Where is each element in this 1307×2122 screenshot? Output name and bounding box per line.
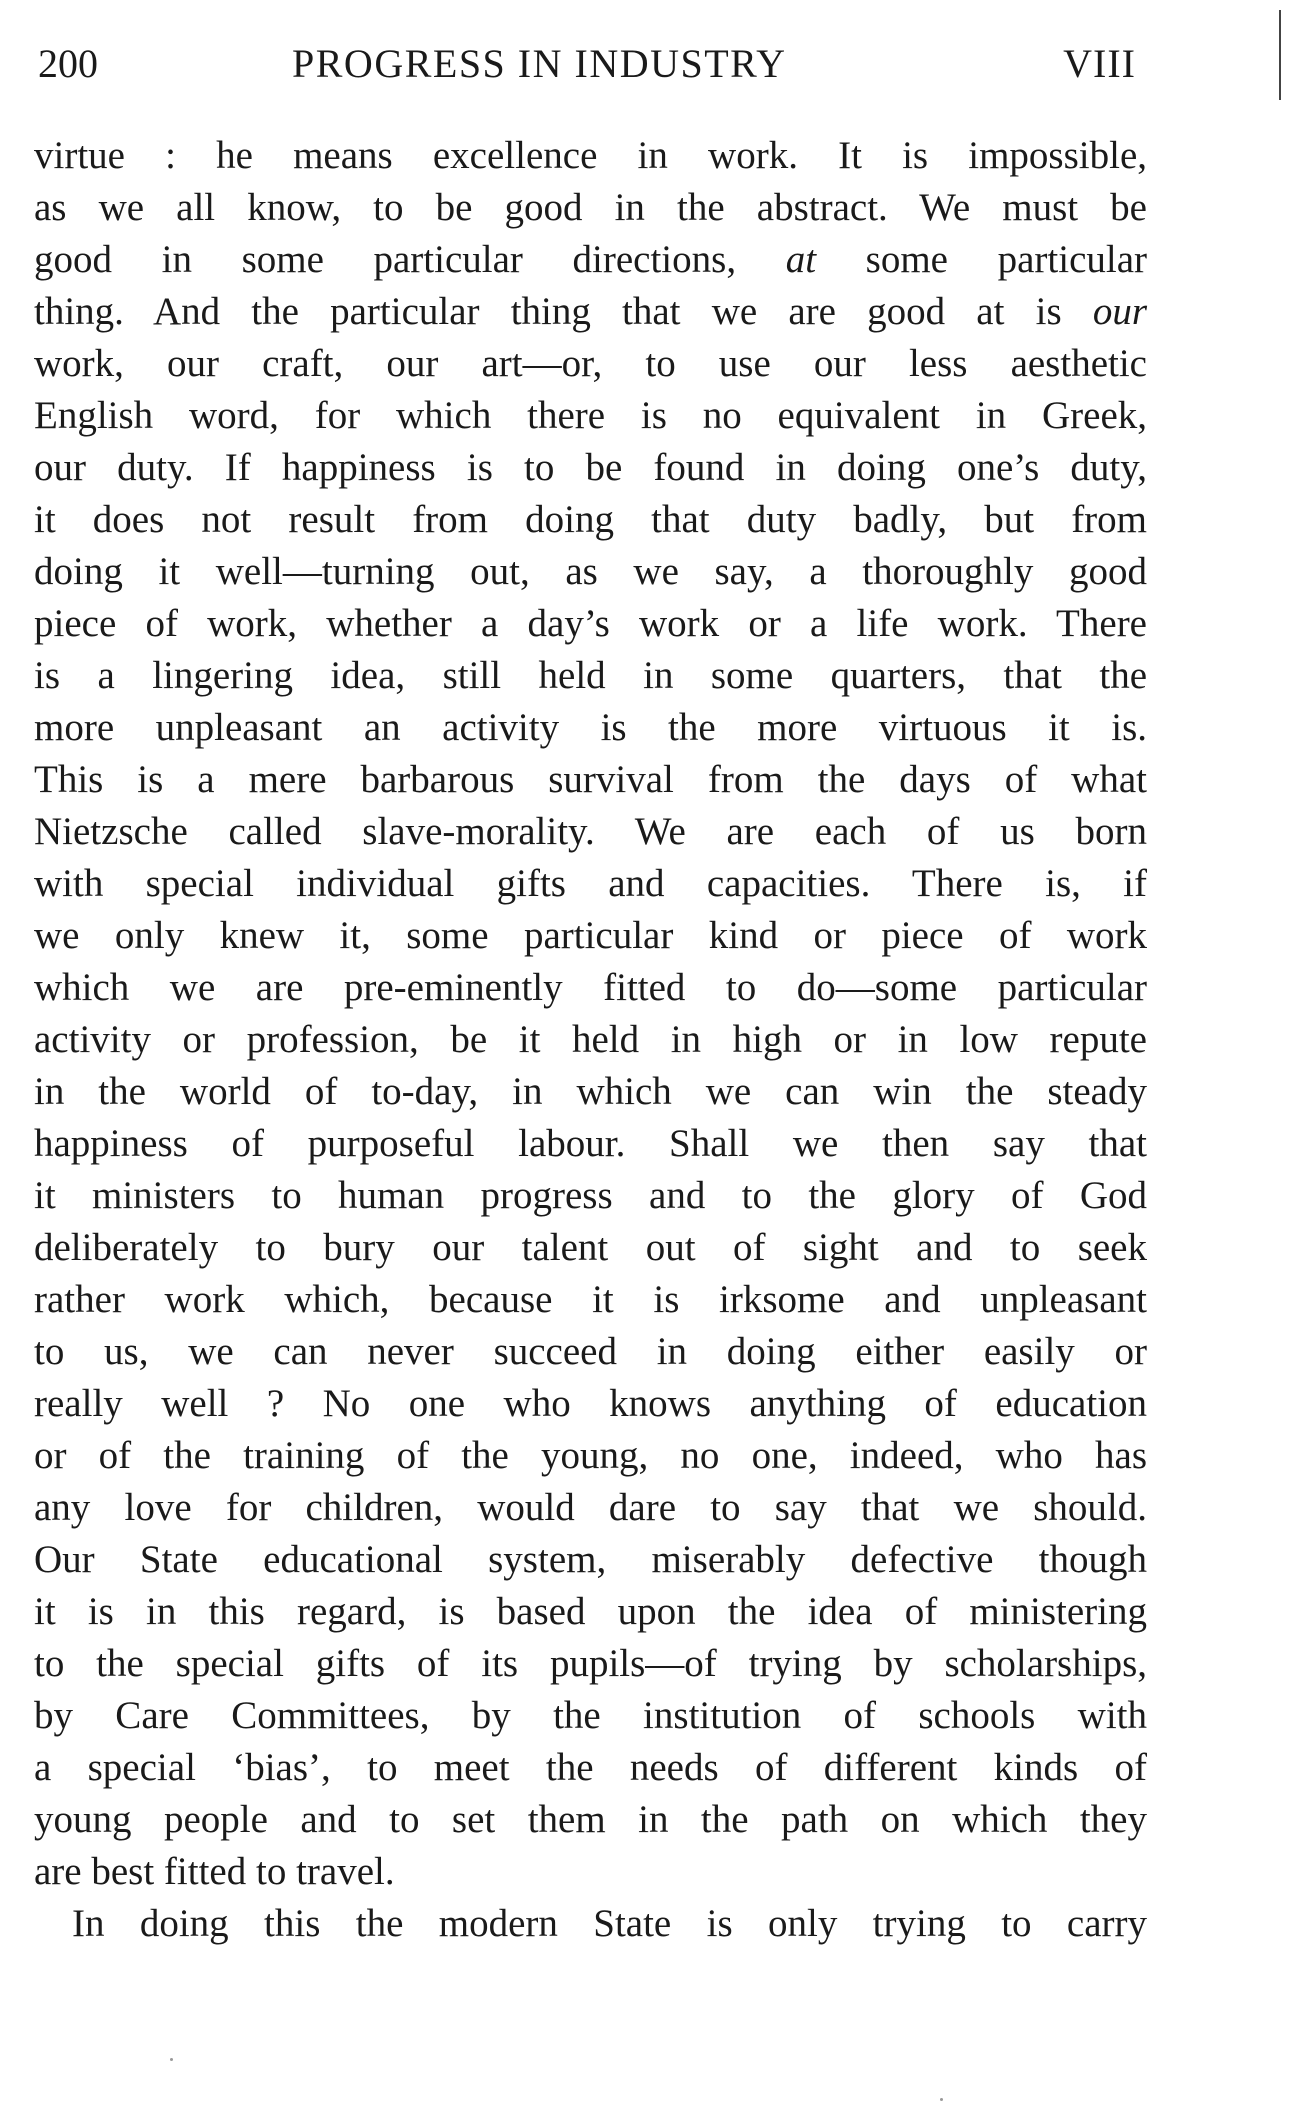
text-line: which we are pre-eminently fitted to do—some particular — [34, 966, 1147, 1009]
text-line: young people and to set them in the path on which they — [34, 1798, 1147, 1841]
text-line: any love for children, would dare to say that we should. — [34, 1486, 1147, 1529]
page-number: 200 — [38, 41, 98, 86]
text-line: to us, we can never succeed in doing either easily or — [34, 1330, 1147, 1373]
text-line: as we all know, to be good in the abstract. We must be — [34, 186, 1147, 229]
running-title: PROGRESS IN INDUSTRY — [292, 41, 787, 86]
text-line: it is in this regard, is based upon the idea of ministering — [34, 1590, 1147, 1633]
text-line: really well ? No one who knows anything of education — [34, 1382, 1147, 1425]
text-line: we only knew it, some particular kind or piece of work — [34, 914, 1147, 957]
paper-speck — [940, 2098, 943, 2101]
text-line: our duty. If happiness is to be found in doing one’s duty, — [34, 446, 1147, 489]
text-fragment: good in some particular directions, — [34, 238, 737, 281]
text-line: a special ‘bias’, to meet the needs of different kinds of — [34, 1746, 1147, 1789]
text-line: deliberately to bury our talent out of sight and to seek — [34, 1226, 1147, 1269]
text-line: by Care Committees, by the institution of schools with — [34, 1694, 1147, 1737]
text-line: in the world of to-day, in which we can win the steady — [34, 1070, 1147, 1113]
text-line: doing it well—turning out, as we say, a thoroughly good — [34, 550, 1147, 593]
text-line: is a lingering idea, still held in some quarters, that the — [34, 654, 1147, 697]
text-line — [34, 286, 1147, 338]
text-line — [34, 234, 1147, 286]
text-line: it ministers to human progress and to the glory of God — [34, 1174, 1147, 1217]
paper-speck — [170, 2058, 173, 2061]
text-line: piece of work, whether a day’s work or a life work. There — [34, 602, 1147, 645]
text-line: more unpleasant an activity is the more virtuous it is. — [34, 706, 1147, 749]
page-edge-line — [1279, 10, 1281, 100]
text-line: activity or profession, be it held in high or in low repute — [34, 1018, 1147, 1061]
text-line: English word, for which there is no equivalent in Greek, — [34, 394, 1147, 437]
text-line: to the special gifts of its pupils—of trying by scholarships, — [34, 1642, 1147, 1685]
text-fragment: thing. And the particular thing that we are good at is — [34, 290, 1062, 333]
text-line: or of the training of the young, no one, indeed, who has — [34, 1434, 1147, 1477]
text-line: Nietzsche called slave-morality. We are each of us born — [34, 810, 1147, 853]
body-text — [34, 130, 1147, 1950]
paragraph — [34, 130, 1147, 1898]
text-line: happiness of purposeful labour. Shall we then say that — [34, 1122, 1147, 1165]
text-line: work, our craft, our art—or, to use our less aesthetic — [34, 342, 1147, 385]
emphasis-our: our — [1092, 290, 1148, 333]
text-line: with special individual gifts and capacities. There is, if — [34, 862, 1147, 905]
text-fragment: some particular — [865, 238, 1148, 281]
text-line: This is a mere barbarous survival from the days of what — [34, 758, 1147, 801]
text-line: rather work which, because it is irksome and unpleasant — [34, 1278, 1147, 1321]
paragraph — [34, 1898, 1147, 1950]
chapter-number: VIII — [1063, 41, 1136, 86]
text-line: Our State educational system, miserably defective though — [34, 1538, 1147, 1581]
text-line: virtue : he means excellence in work. It is impossible, — [34, 134, 1147, 177]
text-line: In doing this the modern State is only trying to carry — [72, 1902, 1147, 1945]
running-header — [36, 40, 1152, 92]
text-line: are best fitted to travel. — [34, 1850, 395, 1893]
emphasis-at: at — [785, 238, 817, 281]
text-line: it does not result from doing that duty badly, but from — [34, 498, 1147, 541]
